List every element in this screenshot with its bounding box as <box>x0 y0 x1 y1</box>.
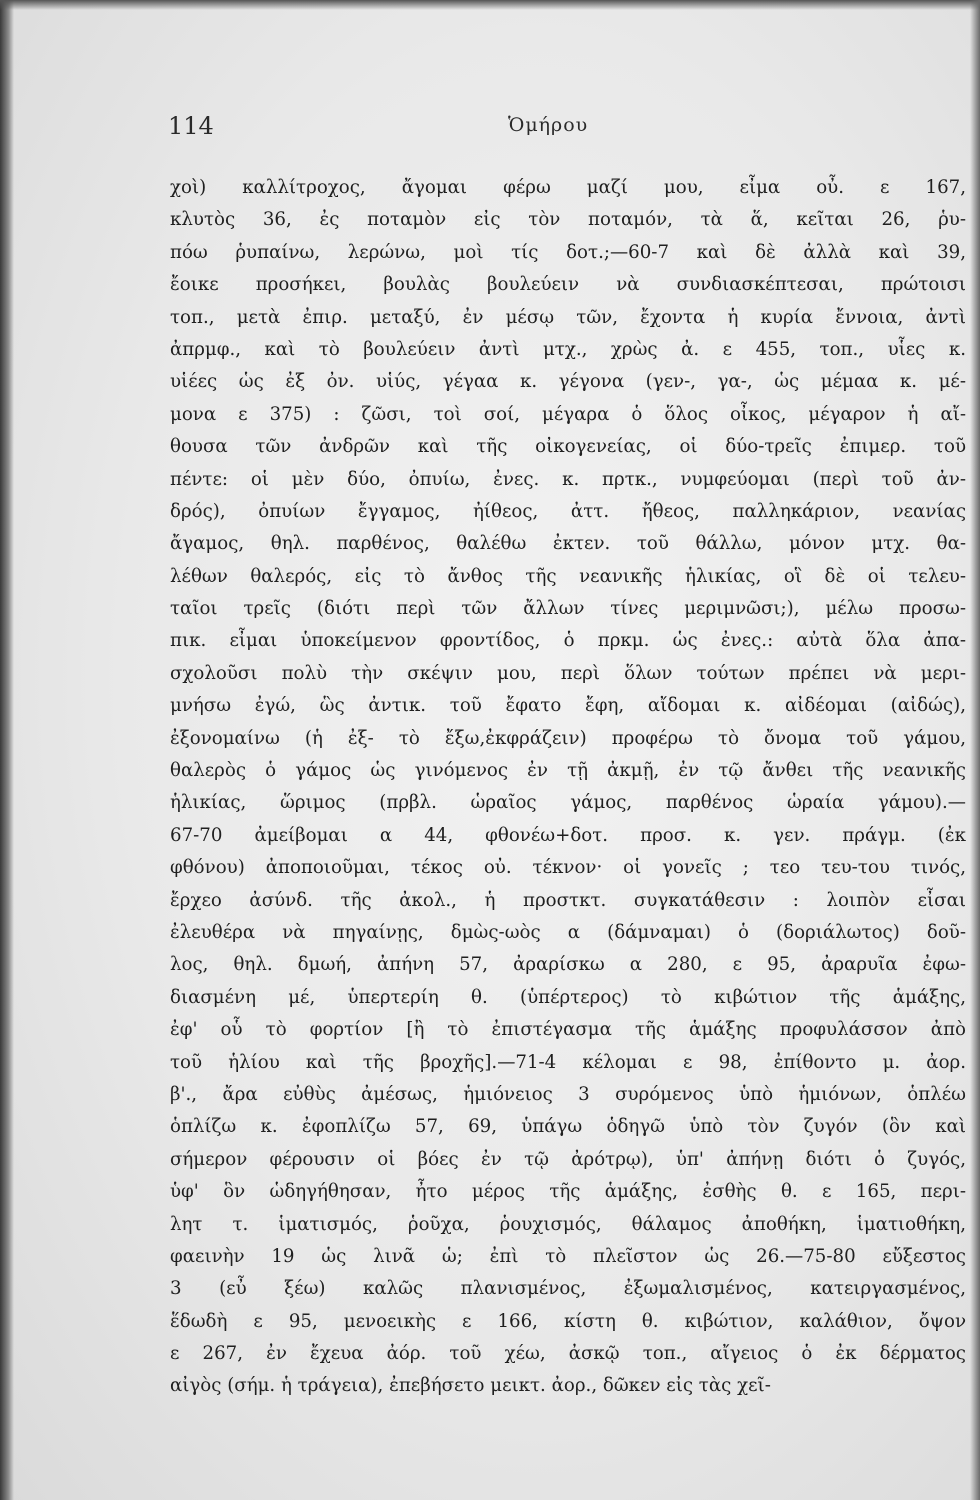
text-line: θαλερὸς ὁ γάμος ὡς γινόμενος ἐν τῇ ἀκμῇ, ἐν τῷ ἄνθει τῆς νεανικῆς <box>170 760 966 782</box>
text-line: μνήσω ἐγώ, ὣς ἀντικ. τοῦ ἔφατο ἔφη, αἴδομαι κ. αἰδέομαι (αἰδώς), <box>170 695 966 717</box>
page-header <box>168 112 958 152</box>
text-line: ταῖοι τρεῖς (διότι περὶ τῶν ἄλλων τίνες μεριμνῶσι;), μέλω προσω- <box>170 598 966 620</box>
text-line: τοῦ ἡλίου καὶ τῆς βροχῆς].—71-4 κέλομαι ε 98, ἐπίθοντο μ. ἀορ. <box>170 1051 966 1073</box>
page-left-shadow <box>0 0 14 1500</box>
text-line: τοπ., μετὰ ἐπιρ. μεταξύ, ἐν μέσῳ τῶν, ἔχοντα ἡ κυρία ἔννοια, ἀντὶ <box>170 306 966 328</box>
text-line: ἀπρμφ., καὶ τὸ βουλεύειν ἀντὶ μτχ., χρὼς ἀ. ε 455, τοπ., υἷες κ. <box>170 338 966 360</box>
text-line: πόω ῥυπαίνω, λερώνω, μοὶ τίς δοτ.;—60-7 καὶ δὲ ἀλλὰ καὶ 39, <box>170 241 966 263</box>
text-line: μονα ε 375) : ζῶσι, τοὶ σοί, μέγαρα ὁ ὅλος οἶκος, μέγαρον ἡ αἴ- <box>170 403 966 425</box>
text-line: υἱέες ὡς ἐξ ὀν. υἱύς, γέγαα κ. γέγονα (γεν-, γα-, ὡς μέμαα κ. μέ- <box>170 371 966 393</box>
text-line: ἔρχεο ἀσύνδ. τῆς ἀκολ., ἡ προστκτ. συγκατάθεσιν : λοιπὸν εἶσαι <box>170 889 966 911</box>
text-line: ε 267, ἐν ἔχευα ἀόρ. τοῦ χέω, ἀσκῷ τοπ., αἴγειος ὁ ἐκ δέρματος <box>170 1343 966 1365</box>
text-line: ἐλευθέρα νὰ πηγαίνῃς, δμὼς-ωὸς α (δάμναμαι) ὁ (δοριάλωτος) δοῦ- <box>170 921 966 943</box>
page-number: 114 <box>168 112 214 140</box>
page-right-shadow <box>970 0 980 1500</box>
text-line: ὁπλίζω κ. ἐφοπλίζω 57, 69, ὑπάγω ὁδηγῶ ὑπὸ τὸν ζυγόν (ὃν καὶ <box>170 1116 966 1138</box>
text-line: ἐξονομαίνω (ἡ ἐξ- τὸ ἔξω,ἐκφράζειν) προφέρω τὸ ὄνομα τοῦ γάμου, <box>170 727 966 749</box>
text-line: λέθων θαλερός, εἰς τὸ ἄνθος τῆς νεανικῆς ἡλικίας, οἳ δὲ οἱ τελευ- <box>170 565 966 587</box>
text-line: χοὶ) καλλίτροχος, ἄγομαι φέρω μαζί μου, εἶμα οὖ. ε 167, <box>170 177 966 198</box>
text-line: ὑφ' ὃν ὡδηγήθησαν, ἦτο μέρος τῆς ἁμάξης, ἐσθὴς θ. ε 165, περι- <box>170 1181 966 1203</box>
text-line: κλυτὸς 36, ἐς ποταμὸν εἰς τὸν ποταμόν, τὰ ἅ, κεῖται 26, ῥυ- <box>170 209 966 231</box>
text-line: πέντε: οἱ μὲν δύο, ὀπυίω, ἐνες. κ. πρτκ., νυμφεύομαι (περὶ τοῦ ἀν- <box>170 468 966 490</box>
text-line: διασμένη μέ, ὑπερτερίη θ. (ὑπέρτερος) τὸ κιβώτιον τῆς ἁμάξης, <box>170 986 966 1008</box>
text-line: ἕδωδὴ ε 95, μενοεικὴς ε 166, κίστη θ. κιβώτιον, καλάθιον, ὄψον <box>170 1310 966 1332</box>
text-line: 67-70 ἀμείβομαι α 44, φθονέω+δοτ. προσ. κ. γεν. πράγμ. (ἐκ <box>170 824 966 846</box>
text-line: λητ τ. ἱματισμός, ῥοῦχα, ῥουχισμός, θάλαμος ἀποθήκη, ἱματιοθήκη, <box>170 1213 966 1235</box>
text-line: σήμερον φέρουσιν οἱ βόες ἐν τῷ ἀρότρῳ), ὑπ' ἀπήνῃ διότι ὁ ζυγός, <box>170 1148 966 1170</box>
page-top-shadow <box>0 0 980 10</box>
text-line: ἐφ' οὗ τὸ φορτίον [ἢ τὸ ἐπιστέγασμα τῆς ἁμάξης προφυλάσσον ἀπὸ <box>170 1019 966 1041</box>
text-line: 3 (εὖ ξέω) καλῶς πλανισμένος, ἐξωμαλισμένος, κατειργασμένος, <box>170 1278 966 1300</box>
text-line: φθόνου) ἀποποιοῦμαι, τέκος οὐ. τέκνον· οἱ γονεῖς ; τεο τευ-του τινός, <box>170 857 966 879</box>
text-line: αἰγὸς (σήμ. ἡ τράγεια), ἐπεβήσετο μεικτ. ἀορ., δῶκεν εἰς τὰς χεῖ- <box>170 1375 771 1397</box>
text-line: ἔοικε προσήκει, βουλὰς βουλεύειν νὰ συνδιασκέπτεσαι, πρώτοισι <box>170 274 966 296</box>
running-title: Ὁμήρου <box>508 114 589 136</box>
text-line: φαεινὴν 19 ὡς λινᾶ ὡ; ἐπὶ τὸ πλεῖστον ὡς 26.—75-80 εὔξεστος <box>170 1245 966 1267</box>
text-line: πικ. εἶμαι ὑποκείμενον φροντίδος, ὁ πρκμ. ὡς ἐνες.: αὐτὰ ὅλα ἀπα- <box>170 630 966 652</box>
text-line: β'., ἄρα εὐθὺς ἀμέσως, ἡμιόνειος 3 συρόμενος ὑπὸ ἡμιόνων, ὁπλέω <box>170 1083 966 1105</box>
text-line: σχολοῦσι πολὺ τὴν σκέψιν μου, περὶ ὅλων τούτων πρέπει νὰ μερι- <box>170 662 966 684</box>
text-line: δρός), ὀπυίων ἔγγαμος, ἠίθεος, ἀττ. ἤθεος, παλληκάριον, νεανίας <box>170 500 966 522</box>
text-line: λος, θηλ. δμωή, ἀπήνη 57, ἀραρίσκω α 280, ε 95, ἀραρυῖα ἐφω- <box>170 954 966 976</box>
text-line: θουσα τῶν ἀνδρῶν καὶ τῆς οἰκογενείας, οἱ δύο-τρεῖς ἐπιμερ. τοῦ <box>170 436 966 458</box>
text-line: ἡλικίας, ὥριμος (πρβλ. ὡραῖος γάμος, παρθένος ὡραία γάμου).— <box>170 792 966 814</box>
commentary-text <box>170 172 966 1403</box>
text-line: ἄγαμος, θηλ. παρθένος, θαλέθω ἐκτεν. τοῦ θάλλω, μόνον μτχ. θα- <box>170 533 966 555</box>
